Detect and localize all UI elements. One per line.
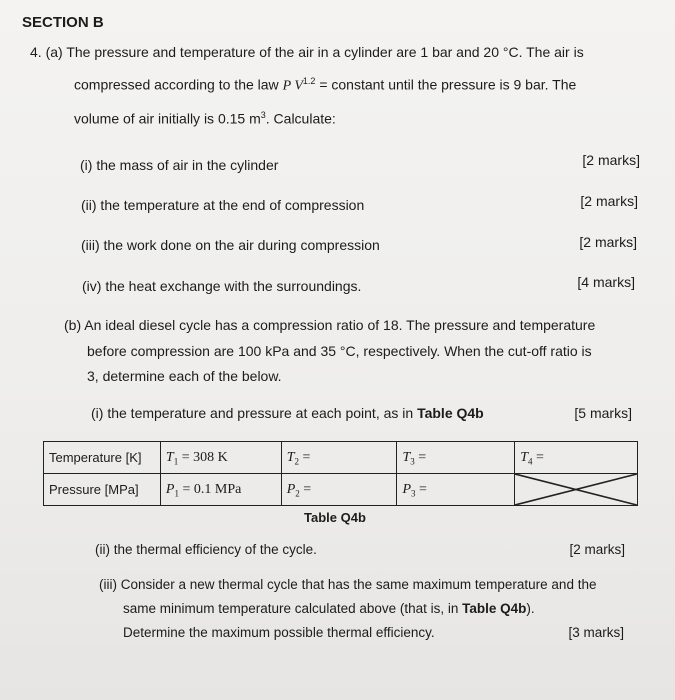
q4b-part-iii-marks: [3 marks] <box>568 625 624 640</box>
cell-p3: $P_3$ = <box>397 474 515 506</box>
q4b-part-iii-line2 <box>123 601 535 616</box>
q4a-line1: 4. (a) The pressure and temperature of the air in a cylinder are 1 bar and 20 °C. The air is <box>30 44 584 60</box>
q4a-part-ii-marks: [2 marks] <box>580 193 638 209</box>
q4a-part-iv: (iv) the heat exchange with the surroundings. <box>82 278 362 294</box>
cell-t2: $T_2$ = <box>281 442 397 474</box>
table-row-pressure <box>44 474 638 506</box>
table-row-temperature <box>44 442 638 474</box>
q4a-part-iii: (iii) the work done on the air during compression <box>81 237 380 253</box>
q4b-part-ii: (ii) the thermal efficiency of the cycle. <box>95 542 317 557</box>
q4b-part-iii-table-ref: Table Q4b <box>462 601 527 616</box>
q4a-part-iii-marks: [2 marks] <box>579 234 637 250</box>
cell-p2: $P_2$ = <box>281 474 397 506</box>
cell-t1: $T_1 = 308$ K <box>160 442 281 474</box>
q4b-part-ii-marks: [2 marks] <box>569 542 625 557</box>
cell-p1: $P_1 = 0.1$ MPa <box>160 474 281 506</box>
q4a-law-exponent: 1.2 <box>302 76 316 86</box>
q4b-line2: before compression are 100 kPa and 35 °C, respectively. When the cut-off ratio is <box>87 343 592 359</box>
q4a-line3-post: . Calculate: <box>265 110 336 127</box>
cell-t3: $T_3$ = <box>397 442 515 474</box>
q4b-part-i-text: (i) the temperature and pressure at each point, as in <box>91 405 418 421</box>
q4a-part-ii: (ii) the temperature at the end of compression <box>81 197 365 213</box>
table-q4b <box>43 441 638 506</box>
q4a-part-iv-marks: [4 marks] <box>577 274 635 290</box>
q4b-part-iii-line3: Determine the maximum possible thermal efficiency. <box>123 625 435 640</box>
q4b-part-iii-line2-post: ). <box>526 601 535 616</box>
q4a-line2 <box>74 76 576 95</box>
q4a-line2-pre: compressed according to the law <box>74 76 283 93</box>
q4b-part-iii-line1: (iii) Consider a new thermal cycle that has the same maximum temperature and the <box>99 577 597 592</box>
q4a-line3-sup: 3 <box>260 110 266 120</box>
cell-t4: $T_4$ = <box>515 442 638 474</box>
table-caption: Table Q4b <box>304 510 366 525</box>
q4b-part-i-marks: [5 marks] <box>574 405 632 421</box>
section-title: SECTION B <box>22 14 104 31</box>
q4a-part-i: (i) the mass of air in the cylinder <box>80 157 279 173</box>
cell-p4-crossed-out <box>515 474 638 506</box>
q4b-part-i <box>91 405 484 421</box>
q4b-line3: 3, determine each of the below. <box>87 368 282 384</box>
cross-out-mark <box>515 474 637 505</box>
row-label-pressure: Pressure [MPa] <box>44 474 161 506</box>
q4a-line3-pre: volume of air initially is 0.15 m <box>74 110 261 127</box>
q4a-part-i-marks: [2 marks] <box>582 152 640 168</box>
q4b-part-iii-line2-pre: same minimum temperature calculated above (that is, in <box>123 601 463 616</box>
q4b-part-i-table-ref: Table Q4b <box>417 405 484 421</box>
row-label-temperature: Temperature [K] <box>44 442 161 474</box>
q4b-line1: (b) An ideal diesel cycle has a compression ratio of 18. The pressure and temperature <box>64 317 596 333</box>
q4a-law: P V <box>282 78 303 94</box>
q4a-line2-post: = constant until the pressure is 9 bar. The <box>315 76 577 93</box>
q4a-line3 <box>74 110 336 127</box>
